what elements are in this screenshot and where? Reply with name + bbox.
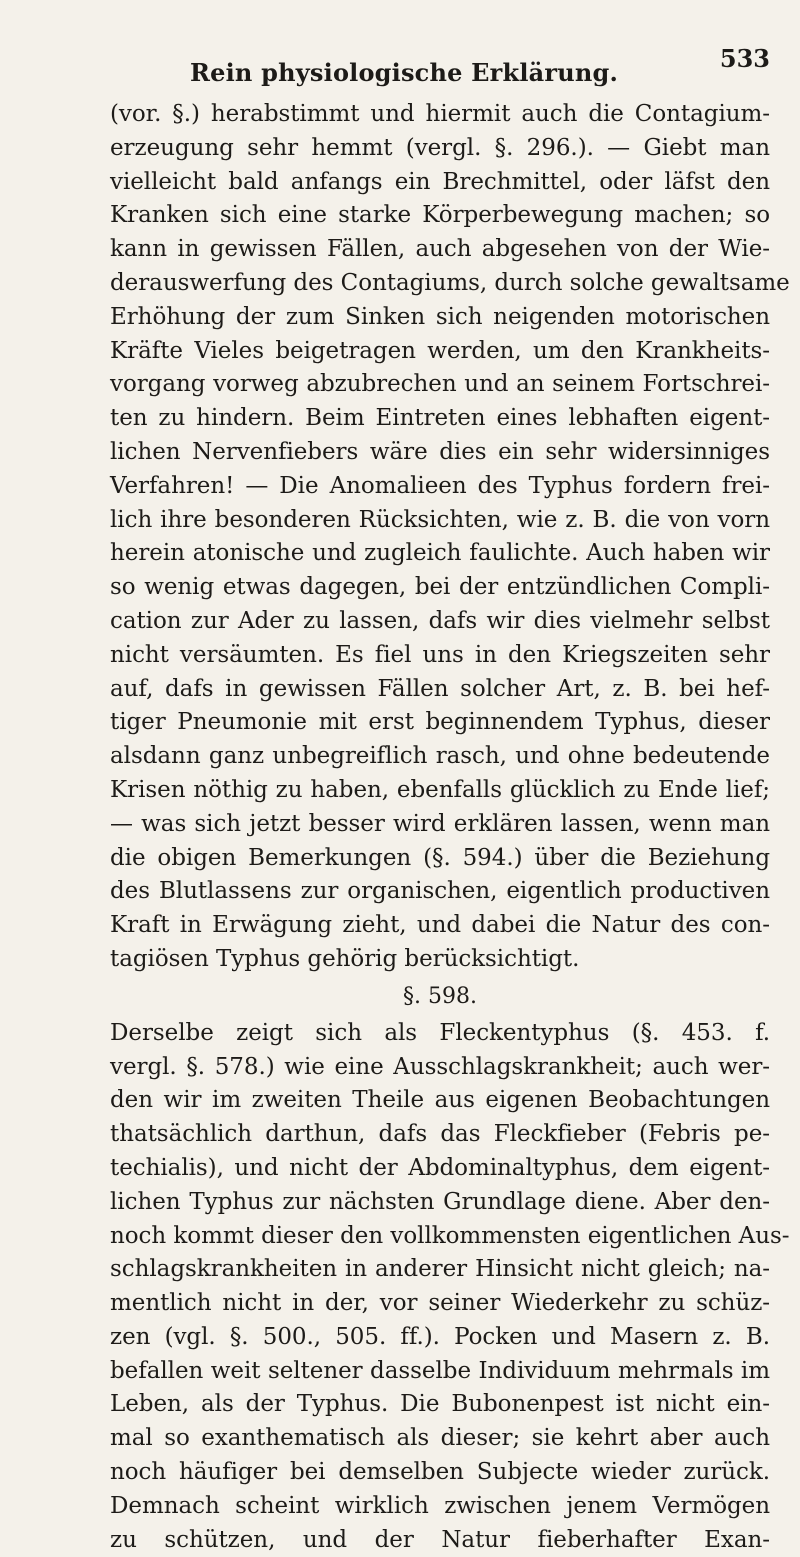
text-line: lichen Typhus zur nächsten Grundlage diene. Aber den- [110, 1188, 770, 1215]
text-line: herein atonische und zugleich faulichte. Auch haben wir [110, 540, 770, 567]
text-line: noch häufiger bei demselben Subjecte wieder zurück. [110, 1459, 770, 1486]
text-line: alsdann ganz unbegreiflich rasch, und ohne bedeutende [110, 743, 770, 770]
page-number: 533 [719, 44, 770, 73]
text-line: Kraft in Erwägung zieht, und dabei die Natur des con- [110, 912, 770, 939]
text-line: erzeugung sehr hemmt (vergl. §. 296.). — Giebt man [110, 134, 770, 161]
text-line: noch kommt dieser den vollkommensten eigentlichen Aus- [110, 1222, 790, 1249]
text-line: kann in gewissen Fällen, auch abgesehen von der Wie- [110, 236, 770, 263]
text-line: thatsächlich darthun, dafs das Fleckfieber (Febris pe- [110, 1121, 770, 1148]
page-body [110, 98, 790, 1557]
text-line: Derselbe zeigt sich als Fleckentyphus (§. 453. f. [110, 1019, 770, 1046]
text-line: Leben, als der Typhus. Die Bubonenpest ist nicht ein- [110, 1391, 770, 1418]
text-line: Erhöhung der zum Sinken sich neigenden motorischen [110, 303, 770, 330]
text-line: mentlich nicht in der, vor seiner Wiederkehr zu schüz- [110, 1290, 770, 1317]
text-line: die obigen Bemerkungen (§. 594.) über die Beziehung [110, 844, 770, 871]
text-line: vorgang vorweg abzubrechen und an seinem Fortschrei- [110, 371, 770, 398]
text-line: vielleicht bald anfangs ein Brechmittel, oder läfst den [110, 168, 770, 195]
paragraph-1 [110, 98, 790, 977]
text-line: derauswerfung des Contagiums, durch solche gewaltsame [110, 269, 790, 296]
text-line: so wenig etwas dagegen, bei der entzündlichen Compli- [110, 574, 770, 601]
text-line: befallen weit seltener dasselbe Individuum mehrmals im [110, 1357, 770, 1384]
text-line: des Blutlassens zur organischen, eigentlich productiven [110, 878, 770, 905]
text-line: (vor. §.) herabstimmt und hiermit auch die Contagium- [110, 101, 770, 127]
paragraph-2 [110, 1017, 790, 1557]
text-line: zu schützen, und der Natur fieberhafter Exan- [110, 1526, 770, 1553]
text-line: cation zur Ader zu lassen, dafs wir dies vielmehr selbst [110, 607, 770, 634]
text-line: schlagskrankheiten in anderer Hinsicht nicht gleich; na- [110, 1256, 770, 1283]
text-line: lichen Nervenfiebers wäre dies ein sehr widersinniges [110, 438, 770, 465]
text-line: Demnach scheint wirklich zwischen jenem Vermögen [110, 1492, 770, 1519]
text-line: den wir im zweiten Theile aus eigenen Beobachtungen [110, 1087, 770, 1114]
text-line: mal so exanthematisch als dieser; sie kehrt aber auch [110, 1425, 770, 1452]
text-line: Kräfte Vieles beigetragen werden, um den Krankheits- [110, 337, 770, 364]
text-line: nicht versäumten. Es fiel uns in den Kriegszeiten sehr [110, 641, 770, 668]
running-head: Rein physiologische Erklärung. [190, 58, 619, 87]
text-line: auf, dafs in gewissen Fällen solcher Art, z. B. bei hef- [110, 675, 770, 702]
text-line: techialis), und nicht der Abdominaltyphus, dem eigent- [110, 1154, 770, 1181]
text-line: lich ihre besonderen Rücksichten, wie z. B. die von vorn [110, 506, 770, 533]
text-line: Verfahren! — Die Anomalieen des Typhus fordern frei- [110, 472, 770, 499]
text-line: zen (vgl. §. 500., 505. ff.). Pocken und Masern z. B. [110, 1323, 770, 1350]
text-line: tagiösen Typhus gehörig berücksichtigt. [110, 945, 580, 972]
page-header [110, 44, 770, 87]
text-line: — was sich jetzt besser wird erklären lassen, wenn man [110, 810, 770, 837]
text-line: ten zu hindern. Beim Eintreten eines lebhaften eigent- [110, 405, 770, 432]
text-line: Krisen nöthig zu haben, ebenfalls glücklich zu Ende lief; [110, 776, 770, 803]
section-heading: §. 598. [403, 983, 477, 1009]
text-line: tiger Pneumonie mit erst beginnendem Typhus, dieser [110, 709, 770, 736]
text-line: Kranken sich eine starke Körperbewegung machen; so [110, 202, 770, 229]
text-line: vergl. §. 578.) wie eine Ausschlagskrankheit; auch wer- [110, 1053, 770, 1080]
